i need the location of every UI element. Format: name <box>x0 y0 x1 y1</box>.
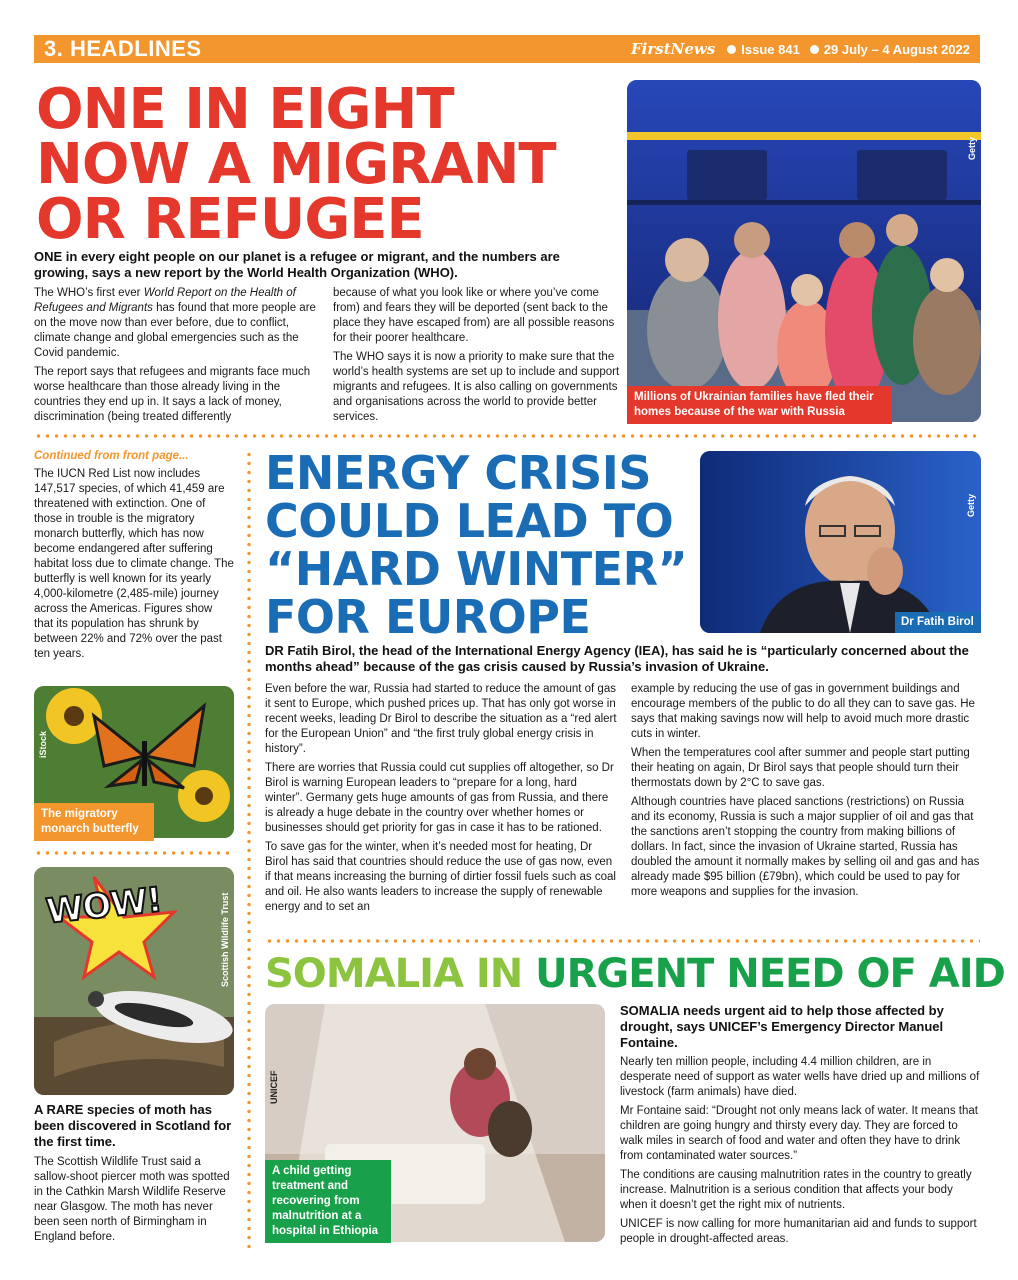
divider <box>247 450 251 1250</box>
birol-illustration <box>700 451 981 633</box>
continued-label: Continued from front page... <box>34 450 189 462</box>
ukraine-train-illustration <box>627 80 981 422</box>
somalia-standfirst: SOMALIA needs urgent aid to help those affected by drought, says UNICEF’s Emergency Director Manuel Fontaine. <box>620 1003 944 1050</box>
energy-headline: ENERGY CRISIS COULD LEAD TO “HARD WINTER” FOR EUROPE <box>265 446 688 644</box>
migrant-standfirst: ONE in every eight people on our planet is a refugee or migrant, and the numbers are growing, says a new report by the World Health Organization (WHO). <box>34 249 560 280</box>
butterfly-caption: The migratory monarch butterfly <box>34 803 154 841</box>
energy-col-2: example by reducing the use of gas in government buildings and encourage members of the public to do all they can to save gas. He says that making savings now will help to avoid much more drastic cuts in winter. When the temperatures cool after summer and people start putting their heating on again, Dr Birol says that people should turn their thermostats down by 2°C to save gas. Although countries have placed sanctions (restrictions) on Russia and its economy, Russia is such a major supplier of oil and gas that the sanctions aren’t stopping the country from making billions of dollars. In fact, since the invasion of Ukraine started, Russia has doubled the amount it normally makes by selling oil and gas and has already made $95 billion (£79bn), which could be used to pay for more weapons and supplies for the invasion. <box>631 683 980 898</box>
migrant-col-1: The WHO’s first ever World Report on the Health of Refugees and Migrants has found that more people are on the move now than ever before, due to conflict, climate change and global emergencies such as the Covid pandemic. The report says that refugees and migrants face much worse healthcare than those already living in the countries they end up in. It says a lack of money, discrimination (being treated differently <box>34 287 316 423</box>
energy-standfirst: DR Fatih Birol, the head of the International Energy Agency (IEA), has said he is “particularly concerned about the months ahead” because of the gas crisis caused by Russia’s invasion of Ukraine. <box>265 643 969 674</box>
bullet-icon <box>810 45 819 54</box>
somalia-caption: A child getting treatment and recovering from malnutrition at a hospital in Ethiopia <box>265 1160 391 1243</box>
section-title: 3. HEADLINES <box>44 36 202 61</box>
photo-credit: Scottish Wildlife Trust <box>220 892 230 987</box>
birol-caption: Dr Fatih Birol <box>895 612 981 633</box>
photo-credit: Getty <box>966 493 976 517</box>
moth-text: The Scottish Wildlife Trust said a sallow-shoot piercer moth was spotted in the Cathkin Marsh Wildlife Reserve near Glasgow. The moth has never been seen north of Birmingham in England before. <box>34 1156 230 1243</box>
somalia-headline: SOMALIA IN URGENT NEED OF AID <box>265 951 1005 997</box>
migrant-headline: ONE IN EIGHT NOW A MIGRANT OR REFUGEE <box>36 77 556 252</box>
energy-col-1: Even before the war, Russia had started to reduce the amount of gas it sent to Europe, which pushed prices up. That has only got worse in recent weeks, leading Dr Birol to describe the situation as a “red alert for the European Union” and “the first truly global energy crisis in history”. There are worries that Russia could cut supplies off altogether, so Dr Birol is warning European leaders to “prepare for a long, hard winter”. Germany gets huge amounts of gas from Russia, and there is already a huge debate in the country over whether homes or businesses should get priority for gas in case it has to be rationed. To save gas for the winter, when it’s needed most for heating, Dr Birol has said that countries should reduce the use of gas now, even if that means increasing the burning of dirtier fossil fuels such as coal and oil. He also wants leaders to increase the supply of renewable energy and to set an <box>265 683 617 913</box>
somalia-body: Nearly ten million people, including 4.4 million children, are in desperate need of support as water wells have dried up and millions of livestock (farm animals) have died. Mr Fontaine said: “Drought not only means lack of water. It means that children are going hungry and thirsty every day. They are forced to walk miles in search of food and water and often they have to drink from contaminated water sources.” The conditions are causing malnutrition rates in the country to greatly increase. Malnutrition is a serious condition that affects your body when it doesn’t get the right mix of nutrients. UNICEF is now calling for more humanitarian aid and funds to support people in drought-affected areas. <box>620 1056 980 1245</box>
wow-badge: WOW! <box>44 880 164 932</box>
photo-credit: UNICEF <box>269 1070 279 1104</box>
moth-photo <box>34 867 234 1095</box>
moth-standfirst: A RARE species of moth has been discovered in Scotland for the first time. <box>34 1102 232 1149</box>
birol-photo <box>700 451 981 633</box>
butterfly-text: The IUCN Red List now includes 147,517 species, of which 41,459 are threatened with extinction. One of those in trouble is the migratory monarch butterfly, which has now become endangered after suffering habitat loss due to climate change. The butterfly is well known for its yearly 4,000-kilometre (2,485-mile) journey across the Americas. Figures show that its population has shrunk by between 22% and 72% over the past ten years. <box>34 468 234 660</box>
brand-logo: FirstNews <box>631 40 716 58</box>
issue-number: Issue 841 <box>727 42 800 57</box>
ukraine-photo-caption: Millions of Ukrainian families have fled their homes because of the war with Russia <box>627 386 892 424</box>
ukraine-train-photo <box>627 80 981 422</box>
divider <box>34 851 234 855</box>
migrant-col-2: because of what you look like or where you’ve come from) and fears they will be deported (sent back to the place they have escaped from) are all possible reasons for their poorer healthcare. The WHO says it is now a priority to make sure that the world’s health systems are set up to include and support migrants and refugees. It is also calling on governments and organisations across the world to provide better services. <box>333 287 620 423</box>
divider <box>265 939 980 943</box>
bullet-icon <box>727 45 736 54</box>
photo-credit: Getty <box>967 136 977 160</box>
header-bar <box>34 35 980 63</box>
issue-date: 29 July – 4 August 2022 <box>810 42 970 57</box>
divider <box>34 434 980 438</box>
photo-credit: iStock <box>38 730 48 758</box>
